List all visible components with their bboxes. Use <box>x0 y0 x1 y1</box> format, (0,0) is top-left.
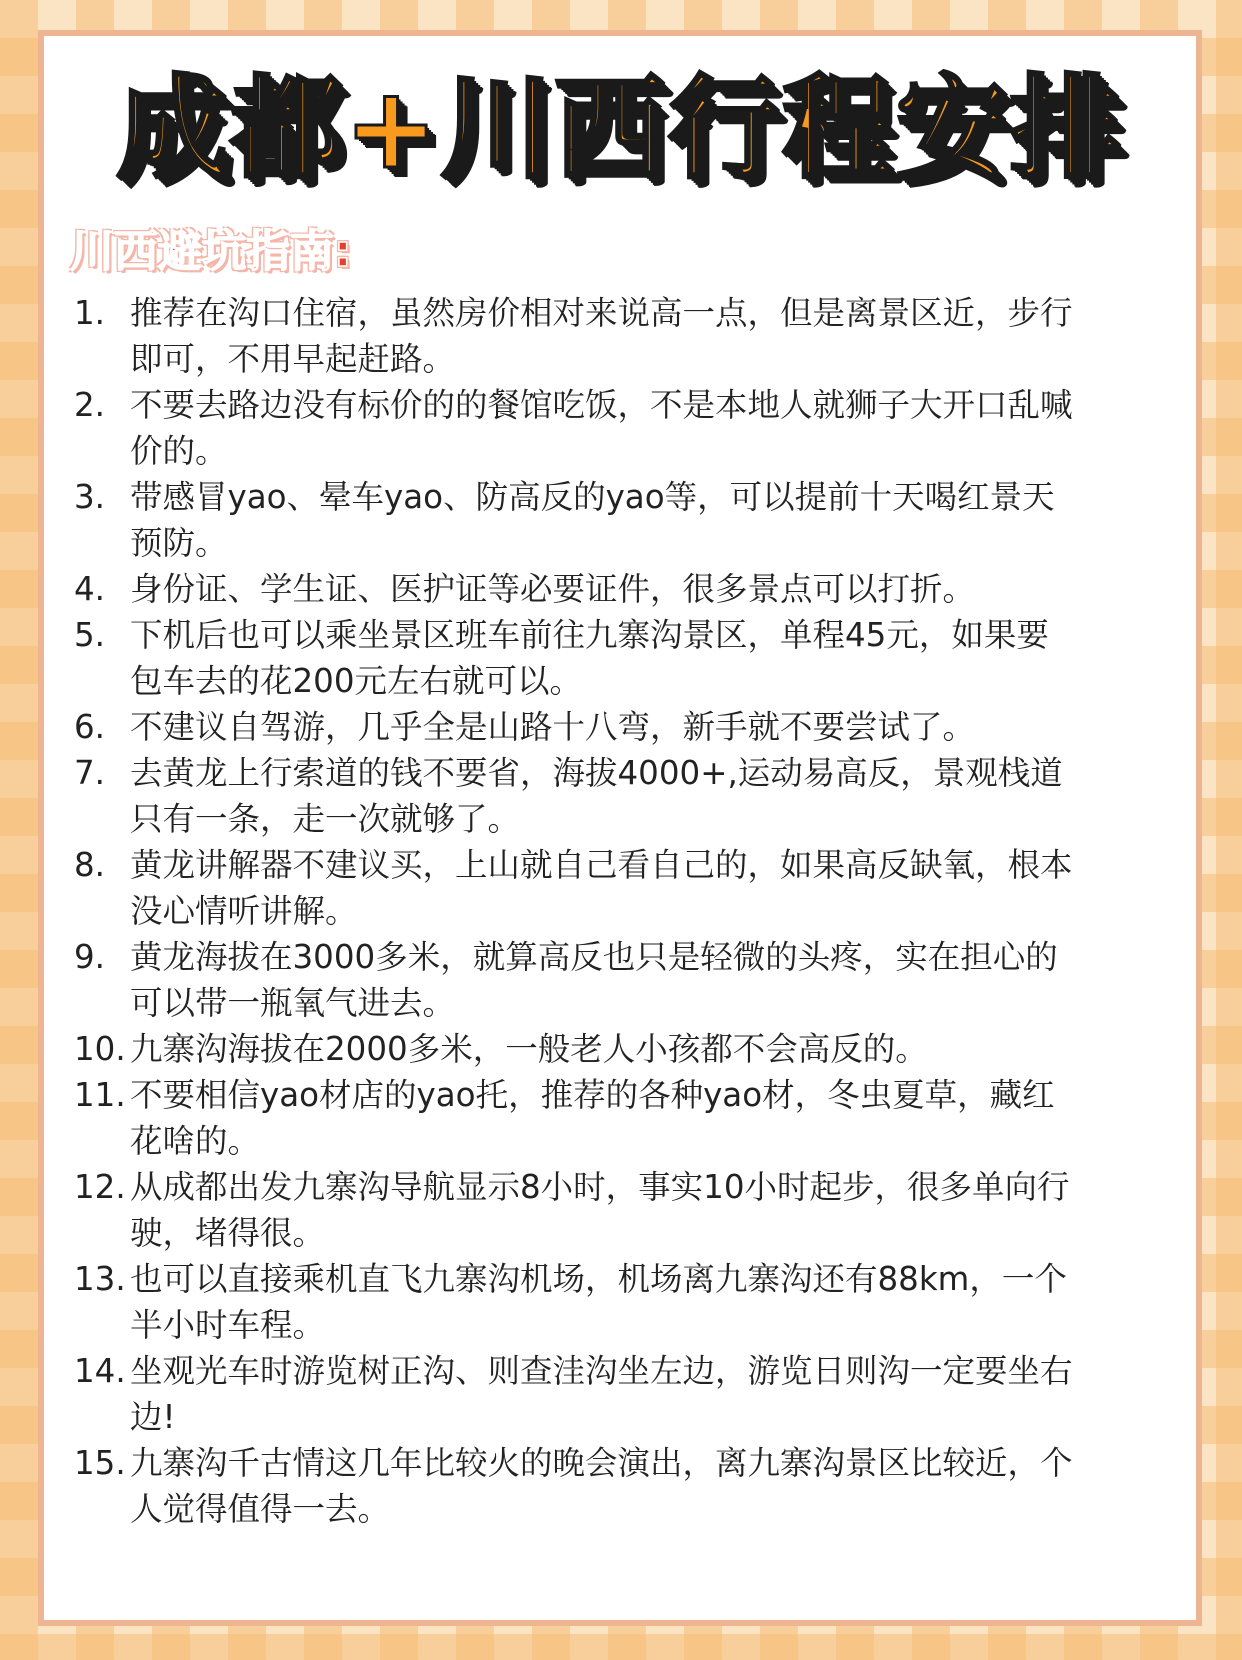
tip-item <box>74 1026 1146 1072</box>
tip-number: 3. <box>74 478 106 516</box>
tip-number: 5. <box>74 616 106 654</box>
tips-list <box>74 290 1146 1532</box>
tip-number: 11. <box>74 1076 126 1114</box>
tip-item <box>74 1256 1146 1348</box>
tip-text: 带感冒yao、晕车yao、防高反的yao等，可以提前十天喝红景天 预防。 <box>130 478 1055 562</box>
tip-item <box>74 750 1146 842</box>
content-card <box>38 30 1202 1626</box>
tip-number: 12. <box>74 1168 126 1206</box>
tip-text: 下机后也可以乘坐景区班车前往九寨沟景区，单程45元，如果要 包车去的花200元左右就可以。 <box>130 616 1049 700</box>
tip-text: 九寨沟千古情这几年比较火的晚会演出，离九寨沟景区比较近，个 人觉得值得一去。 <box>130 1444 1073 1528</box>
tip-number: 14. <box>74 1352 126 1390</box>
tip-item <box>74 474 1146 566</box>
tip-text: 不要相信yao材店的yao托，推荐的各种yao材，冬虫夏草，藏红 花啥的。 <box>130 1076 1055 1160</box>
tip-item <box>74 842 1146 934</box>
tip-item <box>74 1440 1146 1532</box>
tip-item <box>74 934 1146 1026</box>
tip-number: 7. <box>74 754 106 792</box>
tip-item <box>74 290 1146 382</box>
tip-number: 10. <box>74 1030 126 1068</box>
tip-item <box>74 612 1146 704</box>
tip-text: 不要去路边没有标价的的餐馆吃饭，不是本地人就狮子大开口乱喊 价的。 <box>130 386 1073 470</box>
tip-number: 1. <box>74 294 106 332</box>
tip-text: 黄龙海拔在3000多米，就算高反也只是轻微的头疼，实在担心的 可以带一瓶氧气进去。 <box>130 938 1058 1022</box>
section-heading: 川西避坑指南: <box>70 226 352 277</box>
tip-text: 也可以直接乘机直飞九寨沟机场，机场离九寨沟还有88km，一个 半小时车程。 <box>130 1260 1067 1344</box>
tip-number: 13. <box>74 1260 126 1298</box>
tip-text: 从成都出发九寨沟导航显示8小时，事实10小时起步，很多单向行 驶，堵得很。 <box>130 1168 1070 1252</box>
tip-number: 9. <box>74 938 106 976</box>
tip-number: 4. <box>74 570 106 608</box>
tip-number: 6. <box>74 708 106 746</box>
tip-text: 坐观光车时游览树正沟、则查洼沟坐左边，游览日则沟一定要坐右 边! <box>130 1352 1073 1436</box>
tip-text: 九寨沟海拔在2000多米，一般老人小孩都不会高反的。 <box>130 1030 928 1068</box>
tip-item <box>74 566 1146 612</box>
page-title: 成都+川西行程安排 <box>116 64 1124 194</box>
tip-number: 2. <box>74 386 106 424</box>
tip-number: 15. <box>74 1444 126 1482</box>
tip-text: 不建议自驾游，几乎全是山路十八弯，新手就不要尝试了。 <box>130 708 976 746</box>
tip-item <box>74 1072 1146 1164</box>
tip-item <box>74 1348 1146 1440</box>
tip-text: 黄龙讲解器不建议买，上山就自己看自己的，如果高反缺氧，根本 没心情听讲解。 <box>130 846 1073 930</box>
tip-item <box>74 704 1146 750</box>
tip-text: 身份证、学生证、医护证等必要证件，很多景点可以打折。 <box>130 570 976 608</box>
tip-text: 去黄龙上行索道的钱不要省，海拔4000+,运动易高反，景观栈道 只有一条，走一次就够了。 <box>130 754 1063 838</box>
tip-number: 8. <box>74 846 106 884</box>
tip-text: 推荐在沟口住宿，虽然房价相对来说高一点，但是离景区近，步行 即可，不用早起赶路。 <box>130 294 1073 378</box>
tip-item <box>74 1164 1146 1256</box>
tip-item <box>74 382 1146 474</box>
